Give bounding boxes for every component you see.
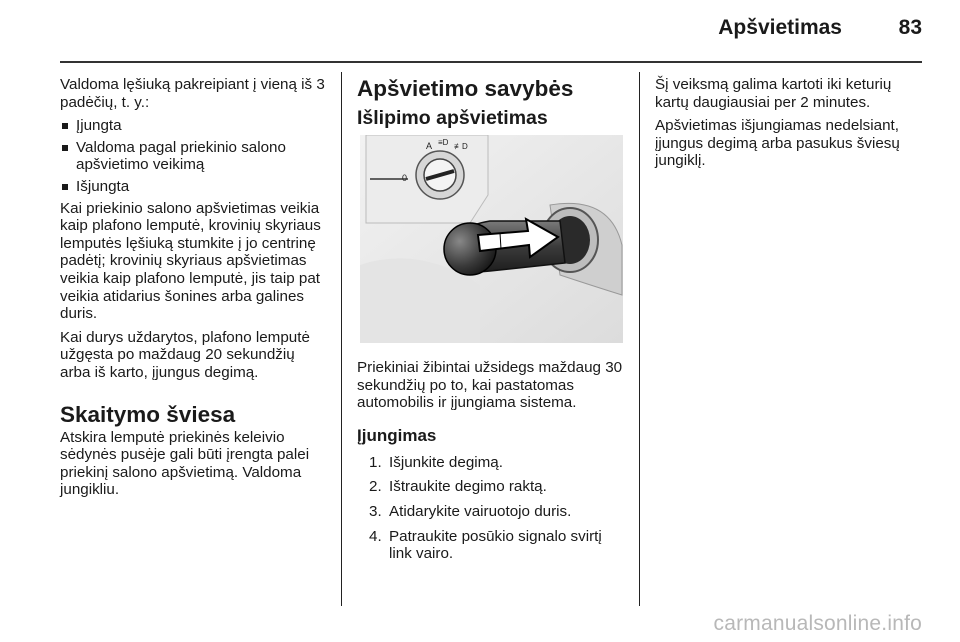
step-number: 3. xyxy=(369,502,382,520)
watermark: carmanualsonline.info xyxy=(713,612,922,635)
list-item xyxy=(369,478,625,496)
list-item xyxy=(369,503,625,521)
position-list xyxy=(60,117,328,195)
door-closed-paragraph: Kai durys uždarytos, plafono lemputė užgęsta po maždaug 20 sekundžių arba iš karto, įjungus degimą. xyxy=(60,328,310,381)
page-header xyxy=(0,0,960,62)
header-title: Apšvietimas xyxy=(718,16,842,39)
reading-light-paragraph: Atskira lemputė priekinės keleivio sėdynės pusėje gali būti įrengta palei priekinį salono apšvietimą. Valdoma jungikliu. xyxy=(60,428,310,499)
column-middle xyxy=(357,76,625,570)
list-item: Valdoma pagal priekinio salono apšvietimo veikimą xyxy=(60,139,328,174)
column-divider-left xyxy=(341,72,342,606)
steps-title: Įjungimas xyxy=(357,425,437,445)
header-rule xyxy=(60,61,922,63)
exit-lighting-figure xyxy=(360,135,623,343)
step-text: Atidarykite vairuotojo duris. xyxy=(389,502,572,520)
step-text: Patraukite posūkio signalo svirtį link vairo. xyxy=(389,527,602,563)
page-number: 83 xyxy=(898,16,922,39)
subsection-title-exit-lighting: Išlipimo apšvietimas xyxy=(357,107,548,129)
step-number: 4. xyxy=(369,527,382,545)
section-title-reading-light: Skaitymo šviesa xyxy=(60,401,236,427)
step-text: Išjunkite degimą. xyxy=(389,453,503,471)
exit-lighting-paragraph: Priekiniai žibintai užsidegs maždaug 30 sekundžių po to, kai pastatomas automobilis ir įjungiama sistema. xyxy=(357,359,623,412)
dial-label-auto: A xyxy=(426,141,433,151)
column-divider-right xyxy=(639,72,640,606)
intro-paragraph: Valdoma lęšiuką pakreipiant į vieną iš 3 padėčių, t. y.: xyxy=(60,76,325,111)
list-item: Įjungta xyxy=(60,117,328,135)
section-title-lighting-features: Apšvietimo savybės xyxy=(357,76,574,101)
step-text: Ištraukite degimo raktą. xyxy=(389,478,547,496)
list-item xyxy=(369,528,625,563)
dial-label-off: 0 xyxy=(402,173,408,183)
step-number: 1. xyxy=(369,453,382,471)
column-right xyxy=(655,76,923,176)
dial-label-parking: ≢D xyxy=(454,142,468,151)
list-item xyxy=(369,454,625,472)
cargo-light-paragraph: Kai priekinio salono apšvietimas veikia kaip plafono lemputė, krovinių skyriaus lemputės lęšiuką stumkite į jo centrinę padėtį; krovinių skyriaus apšvietimas veikia kaip plafono lemputė, jis taip pat veikia atidarius šonines arba galines duris. xyxy=(60,199,321,323)
repeat-paragraph: Šį veiksmą galima kartoti iki keturių kartų daugiausiai per 2 minutes. xyxy=(655,76,892,111)
dial-label-low-beam: ≡D xyxy=(438,138,449,147)
activation-steps xyxy=(357,454,625,563)
deactivation-paragraph: Apšvietimas išjungiamas nedelsiant, įjungus degimą arba pasukus šviesų jungiklį. xyxy=(655,117,900,170)
list-item: Išjungta xyxy=(60,178,328,196)
step-number: 2. xyxy=(369,478,382,496)
light-switch-lever-illustration xyxy=(360,135,623,343)
column-left xyxy=(60,76,328,505)
